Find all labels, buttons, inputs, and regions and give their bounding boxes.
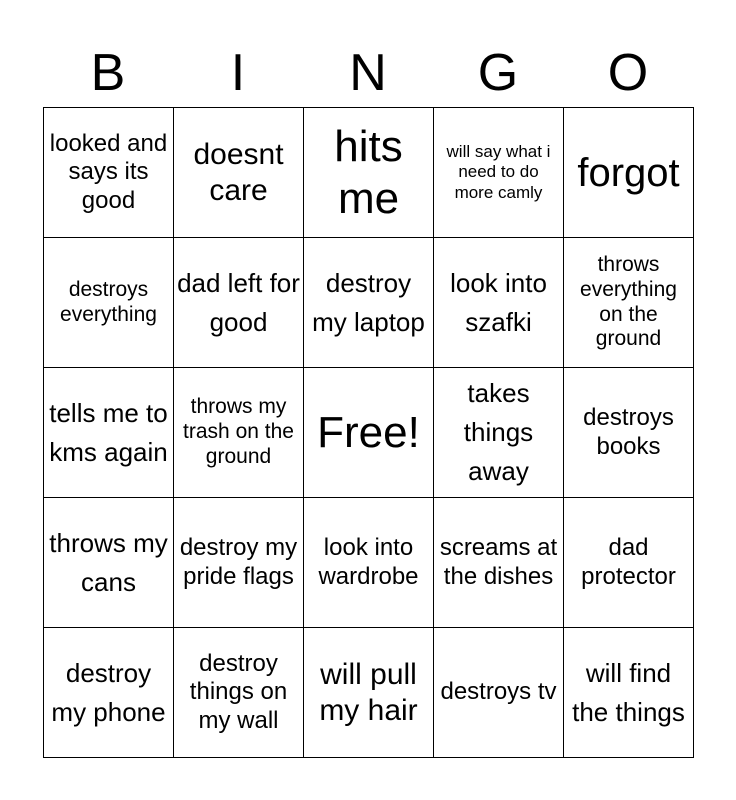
bingo-cell[interactable]: throws my cans <box>44 498 174 628</box>
bingo-cell[interactable]: looked and says its good <box>44 108 174 238</box>
bingo-cell[interactable]: destroy things on my wall <box>174 628 304 758</box>
bingo-cell[interactable]: hits me <box>304 108 434 238</box>
bingo-cell[interactable]: throws my trash on the ground <box>174 368 304 498</box>
bingo-cell[interactable]: destroy my laptop <box>304 238 434 368</box>
grid-row <box>44 368 694 498</box>
bingo-cell[interactable]: forgot <box>564 108 694 238</box>
bingo-cell[interactable]: will find the things <box>564 628 694 758</box>
bingo-cell[interactable]: screams at the dishes <box>434 498 564 628</box>
bingo-cell[interactable]: destroys books <box>564 368 694 498</box>
grid-row <box>44 108 694 238</box>
bingo-grid <box>43 107 694 758</box>
grid-row <box>44 238 694 368</box>
bingo-cell[interactable]: throws everything on the ground <box>564 238 694 368</box>
header-letter-b: B <box>90 44 126 102</box>
bingo-cell[interactable]: will say what i need to do more camly <box>434 108 564 238</box>
header-letter-n: N <box>349 44 387 102</box>
bingo-cell[interactable]: dad protector <box>564 498 694 628</box>
bingo-cell[interactable]: will pull my hair <box>304 628 434 758</box>
grid-row <box>44 498 694 628</box>
bingo-cell[interactable]: destroys everything <box>44 238 174 368</box>
bingo-cell[interactable]: destroys tv <box>434 628 564 758</box>
bingo-cell[interactable]: destroy my phone <box>44 628 174 758</box>
bingo-cell[interactable]: takes things away <box>434 368 564 498</box>
bingo-cell[interactable]: tells me to kms again <box>44 368 174 498</box>
bingo-cell[interactable]: dad left for good <box>174 238 304 368</box>
bingo-cell[interactable]: destroy my pride flags <box>174 498 304 628</box>
bingo-cell[interactable]: look into szafki <box>434 238 564 368</box>
free-space-cell[interactable]: Free! <box>304 368 434 498</box>
bingo-cell[interactable]: look into wardrobe <box>304 498 434 628</box>
bingo-cell[interactable]: doesnt care <box>174 108 304 238</box>
header-letter-g: G <box>477 44 519 102</box>
bingo-header <box>43 40 693 106</box>
header-letter-i: I <box>230 44 246 102</box>
header-letter-o: O <box>607 44 649 102</box>
grid-row <box>44 628 694 758</box>
